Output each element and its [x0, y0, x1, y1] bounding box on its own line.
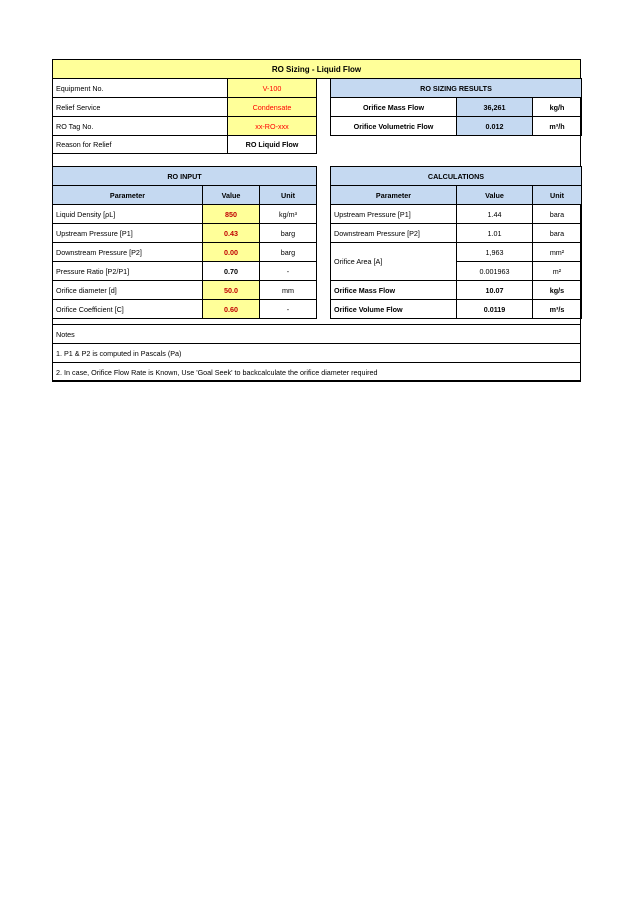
calc-col-unit: Unit — [532, 185, 582, 205]
calc-value: 0.001963 — [456, 261, 533, 281]
ro-input-param: Orifice Coefficient [C] — [52, 299, 203, 319]
ro-input-value[interactable]: 0.60 — [202, 299, 260, 319]
notes-header: Notes — [52, 324, 581, 344]
ro-input-unit: barg — [259, 242, 317, 262]
ro-input-header: RO INPUT — [52, 166, 317, 186]
calc-param: Downstream Pressure [P2] — [330, 223, 457, 243]
ro-input-param: Downstream Pressure [P2] — [52, 242, 203, 262]
info-label-reason: Reason for Relief — [52, 135, 228, 154]
info-value-reason: RO Liquid Flow — [227, 135, 317, 154]
ro-sizing-sheet — [52, 59, 581, 381]
calc-param: Upstream Pressure [P1] — [330, 204, 457, 224]
info-value-service[interactable]: Condensate — [227, 97, 317, 117]
calc-col-value: Value — [456, 185, 533, 205]
calculations-header: CALCULATIONS — [330, 166, 582, 186]
calc-param: Orifice Mass Flow — [330, 280, 457, 300]
ro-input-col-unit: Unit — [259, 185, 317, 205]
calc-unit: kg/s — [532, 280, 582, 300]
sheet-title: RO Sizing - Liquid Flow — [52, 59, 581, 79]
calc-unit: mm² — [532, 242, 582, 262]
ro-input-col-parameter: Parameter — [52, 185, 203, 205]
calc-value: 1.44 — [456, 204, 533, 224]
ro-input-value[interactable]: 0.43 — [202, 223, 260, 243]
results-value-mass-flow: 36,261 — [456, 97, 533, 117]
ro-input-value[interactable]: 50.0 — [202, 280, 260, 300]
ro-input-unit: - — [259, 261, 317, 281]
calc-param-orifice-area: Orifice Area [A] — [330, 242, 457, 281]
calc-value: 1.01 — [456, 223, 533, 243]
ro-input-value[interactable]: 0.00 — [202, 242, 260, 262]
note-item: 2. In case, Orifice Flow Rate is Known, Use 'Goal Seek' to backcalculate the orifice diameter required — [52, 362, 581, 382]
ro-input-param: Upstream Pressure [P1] — [52, 223, 203, 243]
info-label-tag: RO Tag No. — [52, 116, 228, 136]
ro-input-col-value: Value — [202, 185, 260, 205]
ro-input-value[interactable]: 850 — [202, 204, 260, 224]
ro-input-value: 0.70 — [202, 261, 260, 281]
ro-input-unit: - — [259, 299, 317, 319]
calc-unit: bara — [532, 223, 582, 243]
calc-value: 10.07 — [456, 280, 533, 300]
info-label-service: Relief Service — [52, 97, 228, 117]
info-value-tag[interactable]: xx-RO-xxx — [227, 116, 317, 136]
results-unit-vol-flow: m³/h — [532, 116, 582, 136]
ro-input-unit: kg/m³ — [259, 204, 317, 224]
calc-unit: bara — [532, 204, 582, 224]
calc-param: Orifice Volume Flow — [330, 299, 457, 319]
results-param-vol-flow: Orifice Volumetric Flow — [330, 116, 457, 136]
calc-value: 1,963 — [456, 242, 533, 262]
ro-input-param: Liquid Density [ρL] — [52, 204, 203, 224]
calc-unit: m² — [532, 261, 582, 281]
results-unit-mass-flow: kg/h — [532, 97, 582, 117]
note-item: 1. P1 & P2 is computed in Pascals (Pa) — [52, 343, 581, 363]
ro-input-unit: mm — [259, 280, 317, 300]
calc-unit: m³/s — [532, 299, 582, 319]
ro-input-param: Pressure Ratio [P2/P1] — [52, 261, 203, 281]
ro-input-param: Orifice diameter [d] — [52, 280, 203, 300]
results-param-mass-flow: Orifice Mass Flow — [330, 97, 457, 117]
info-label-equipment: Equipment No. — [52, 78, 228, 98]
results-value-vol-flow: 0.012 — [456, 116, 533, 136]
ro-input-unit: barg — [259, 223, 317, 243]
calc-value: 0.0119 — [456, 299, 533, 319]
results-header: RO SIZING RESULTS — [330, 78, 582, 98]
info-value-equipment[interactable]: V-100 — [227, 78, 317, 98]
calc-col-parameter: Parameter — [330, 185, 457, 205]
